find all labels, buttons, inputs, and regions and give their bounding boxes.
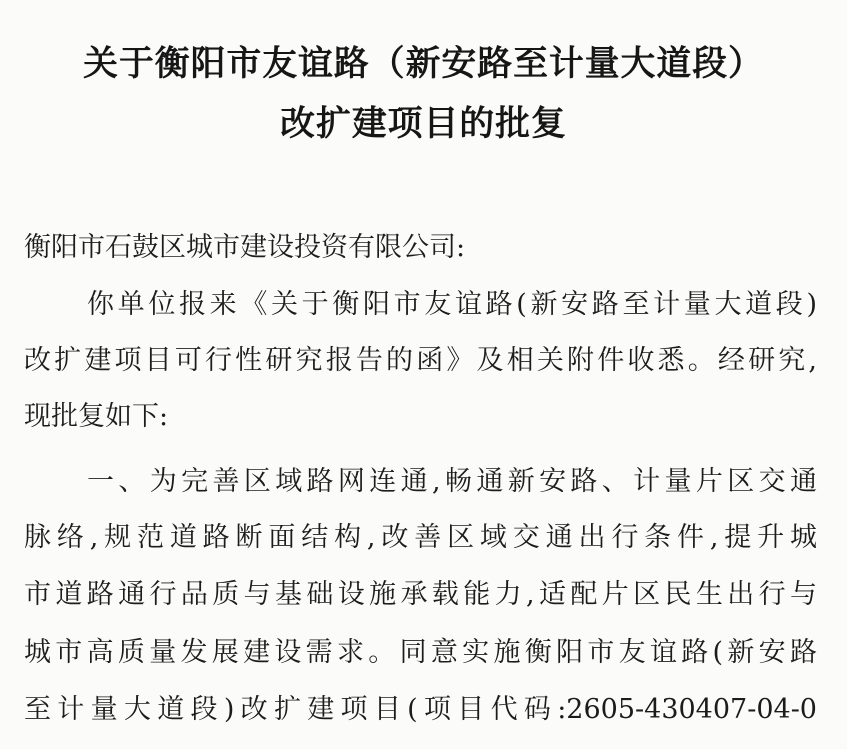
body-line: 城市高质量发展建设需求。同意实施衡阳市友谊路(新安路 (24, 637, 817, 668)
body-line: 一、为完善区域路网连通,畅通新安路、计量片区交通 (87, 466, 817, 497)
addressee: 衡阳市石鼓区城市建设投资有限公司: (24, 232, 466, 263)
body-line: 脉络,规范道路断面结构,改善区域交通出行条件,提升城 (24, 522, 817, 553)
body-line: 市道路通行品质与基础设施承载能力,适配片区民生出行与 (24, 579, 817, 610)
body-line: 至计量大道段)改扩建项目(项目代码:2605-430407-04-0 (24, 694, 817, 725)
document-title-line-2: 改扩建项目的批复 (280, 104, 567, 144)
body-line: 现批复如下: (24, 401, 169, 432)
document-title-line-1: 关于衡阳市友谊路（新安路至计量大道段） (83, 44, 764, 84)
body-line: 改扩建项目可行性研究报告的函》及相关附件收悉。经研究, (24, 345, 817, 376)
body-line: 你单位报来《关于衡阳市友谊路(新安路至计量大道段) (87, 289, 817, 320)
